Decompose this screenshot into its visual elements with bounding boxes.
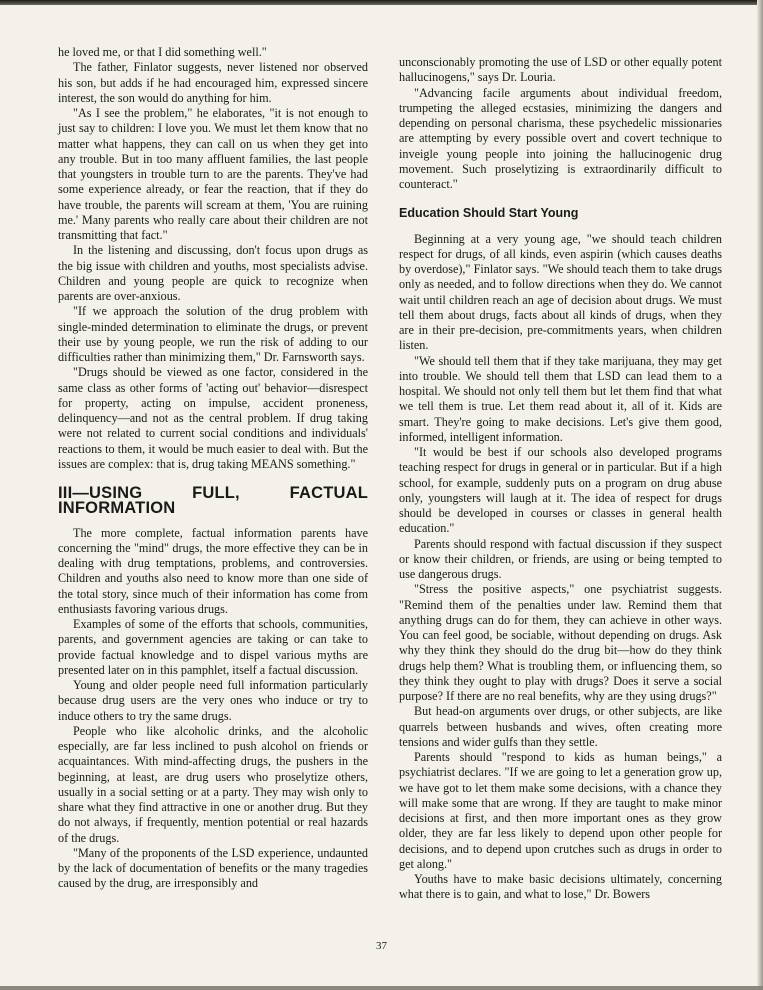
paragraph: "If we approach the solution of the drug problem with single-minded determination to eliminate the drugs, or prevent their use by young people, we run the risk of adding to our difficulties rather than minimizing them," Dr. Farnsworth says. [58, 304, 368, 364]
right-paragraphs-a [399, 55, 722, 192]
paragraph: People who like alcoholic drinks, and the alcoholic especially, are far less inclined to push alcohol on friends or acquaintances. With mind-affecting drugs, the pushers in the beginning, at least, are drug users who proselytize others, usually in a social setting or at a party. They may wish only to share what they find attractive in one or another drug. But they do not always, if frequently, mention potential or real hazards of the drugs. [58, 723, 368, 845]
scan-edge-bottom [0, 986, 763, 990]
paragraph: Young and older people need full information particularly because drug users are the very ones who induce or try to induce others to try the same drugs. [58, 678, 368, 723]
paragraph: Youths have to make basic decisions ultimately, concerning what there is to gain, and what to lose," Dr. Bowers [399, 872, 722, 902]
paragraph: unconscionably promoting the use of LSD or other equally potent hallucinogens," says Dr. Louria. [399, 55, 722, 85]
left-column [58, 45, 368, 892]
paragraph: Beginning at a very young age, "we should teach children respect for drugs, of all kinds, even aspirin (which causes deaths by overdose)," Finlator says. "We should teach them to take drugs only as needed, and to follow directions when they do. We cannot wait until children reach an age of decision about drugs. We must tell them about drugs, facts about all kinds of drugs, when they are in their pre-decision, pre-commitments years, when children listen. [399, 231, 722, 353]
paragraph: The father, Finlator suggests, never listened nor observed his son, but adds if he had encouraged him, expressed sincere interest, the son would do anything for him. [58, 60, 368, 105]
paragraph: "We should tell them that if they take marijuana, they may get into trouble. We should tell them that LSD can lead them to a hospital. We should not only tell them but let them find that what we tell them is true. Let them read about it, all of it. Kids are smart. They're going to make decisions. Let's give them good, informed, intelligent information. [399, 353, 722, 444]
page-number: 37 [376, 940, 387, 952]
paragraph: "It would be best if our schools also developed programs teaching respect for drugs in general or in particular. But if a high school, for example, suddenly puts on a program on drug abuse only, youngsters will laugh at it. The idea of respect for drugs should be developed in courses or classes in general health education." [399, 445, 722, 536]
right-paragraphs-b [399, 232, 722, 903]
paragraph: "Many of the proponents of the LSD experience, undaunted by the lack of documentation of benefits or the many tragedies caused by the drug, are irresponsibly and [58, 845, 368, 891]
paragraph: "Advancing facile arguments about individual freedom, trumpeting the alleged ecstasies, minimizing the dangers and depending on personal charisma, these psychedelic missionaries are attempting by every possible overt and covert technique to inveigle young people into joining the hallucinogenic drug movement. Such proselytizing is extraordinarily difficult to counteract." [399, 85, 722, 191]
subheading: Education Should Start Young [399, 206, 579, 221]
paragraph: "Drugs should be viewed as one factor, considered in the same class as other forms of 'acting out' behavior—disrespect for property, acting on impulse, accident proneness, delinquency—and not as the central problem. If drug taking were not related to current social conditions and individuals' reactions to them, it would be much easier to deal with. But the issues are complex: that is, drug taking MEANS something." [58, 365, 368, 471]
paragraph: he loved me, or that I did something well." [58, 45, 267, 59]
scan-edge-right [757, 0, 763, 990]
left-paragraphs-a [58, 45, 368, 472]
paragraph: Parents should "respond to kids as human beings," a psychiatrist declares. "If we are going to let a generation grow up, we have got to let them make some decisions, with a chance they will make some that are wrong. If they are taught to make minor decisions at first, and then more important ones as they grow older, they are far less likely to depend upon other people for decisions, and to depend upon crutches such as drugs in order to get along." [399, 750, 722, 871]
section-heading: III—USING FULL, FACTUAL INFORMATION [58, 484, 368, 518]
paragraph: "As I see the problem," he elaborates, "it is not enough to just say to children: I love you. We must let them know that no matter what happens, they can call on us when they get into any trouble. But in too many affluent families, the last people that youngsters in trouble turn to are the parents. They've had some experience already, or fear the reaction, that if they do have trouble, the parents will scream at them, 'You are ruining me.' Many parents who really care about their children are not transmitting that fact." [58, 106, 368, 242]
paragraph: But head-on arguments over drugs, or other subjects, are like quarrels between husbands and wives, often creating more tensions and wider gulfs than they settle. [399, 704, 722, 749]
paragraph: In the listening and discussing, don't focus upon drugs as the big issue with children and youths, most specialists advise. Children and young people are quick to recognize when parents are over-anxious. [58, 243, 368, 303]
left-paragraphs-b [58, 526, 368, 892]
paragraph: Examples of some of the efforts that schools, communities, parents, and government agencies are taking or can take to provide factual knowledge and to dispel various myths are presented later on in this pamphlet, itself a factual discussion. [58, 617, 368, 677]
paragraph: The more complete, factual information parents have concerning the "mind" drugs, the more effective they can be in dealing with drug temptations, problems, and controversies. Children and youths also need to know more than one side of the total story, since much of their information has come from enthusiasts favoring various drugs. [58, 525, 368, 616]
scan-edge-top [0, 0, 763, 5]
paragraph: Parents should respond with factual discussion if they suspect or know their children, or friends, are using or being tempted to use dangerous drugs. [399, 536, 722, 581]
paragraph: "Stress the positive aspects," one psychiatrist suggests. "Remind them of the penalties under law. Remind them that anything drugs can do for them, they can achieve in other ways. You can feel good, be sociable, without depending on drugs. Ask why they think they should do the drug bit—how do they think drugs help them? What is troubling them, or influencing them, so they think they ought to play with drugs? Does it serve a social purpose? If there are no real benefits, why are they using drugs?" [399, 582, 722, 703]
right-column [399, 55, 722, 903]
